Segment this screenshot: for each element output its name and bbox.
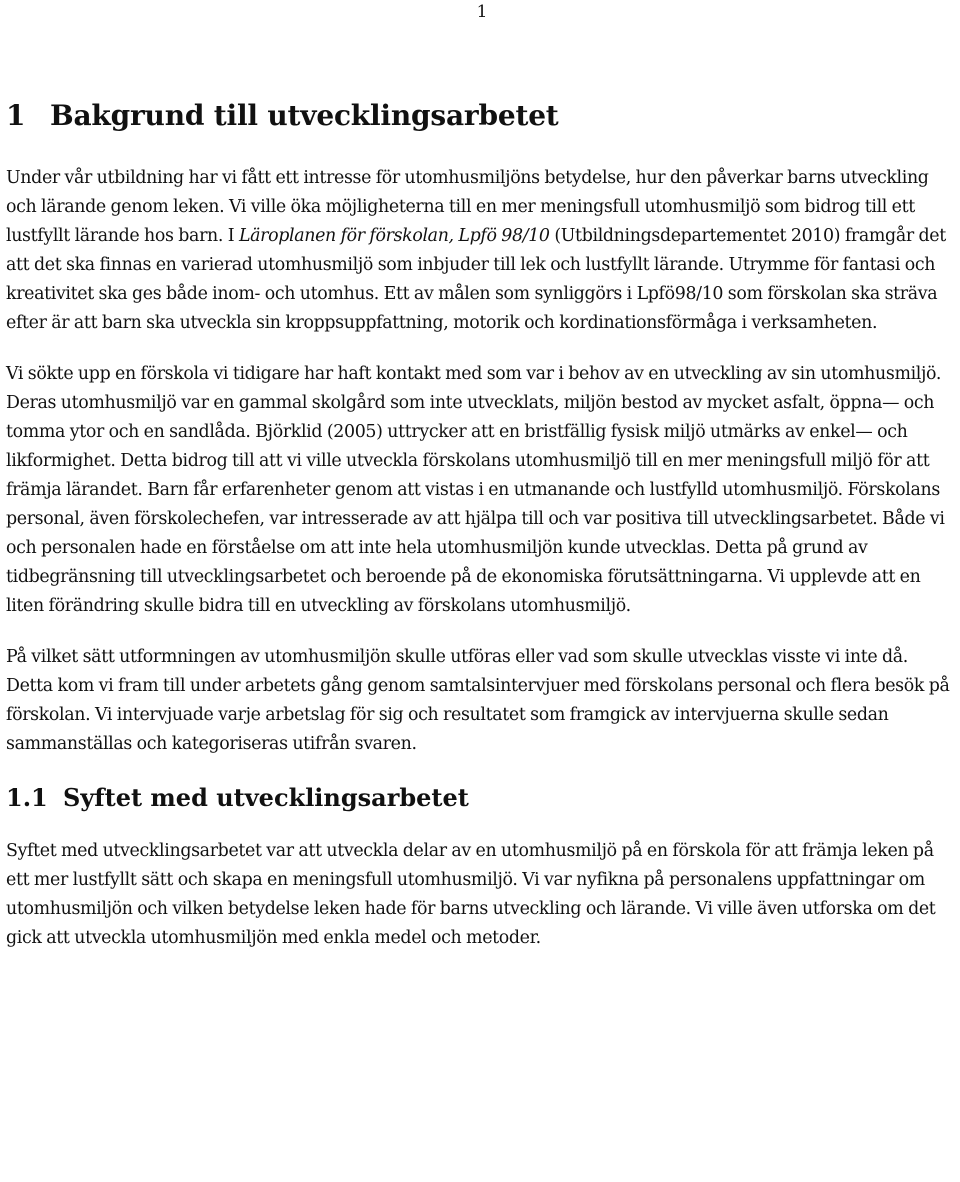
page-number: 1 — [476, 2, 488, 22]
subsection-number: 1.1 — [6, 783, 48, 812]
document-body — [6, 96, 956, 975]
paragraph-background-2: Vi sökte upp en förskola vi tidigare har haft kontakt med som var i behov av en utveckling av sin utomhusmiljö. Deras utomhusmiljö var en gammal skolgård som inte utvecklats, miljön bestod av mycket asfalt, öppna— och tomma ytor och en sandlåda. Björklid (2005) uttrycker att en bristfällig fysisk miljö utmärks av enkel— och likformighet. Detta bidrog till att vi ville utveckla förskolans utomhusmiljö till en mer meningsfull miljö för att främja lärandet. Barn får erfarenheter genom att vistas i en utmanande och lustfylld utomhusmiljö. Förskolans personal, även förskolechefen, var intresserade av att hjälpa till och var positiva till utvecklingsarbetet. Både vi och personalen hade en förståelse om att inte hela utomhusmiljön kunde utvecklas. Detta på grund av tidbegränsning till utvecklingsarbetet och beroende på de ekonomiska förutsättningarna. Vi upplevde att en liten förändring skulle bidra till en utveckling av förskolans utomhusmiljö. — [6, 364, 945, 616]
paragraph-background-3: På vilket sätt utformningen av utomhusmiljön skulle utföras eller vad som skulle utvecklas visste vi inte då. Detta kom vi fram till under arbetets gång genom samtalsintervjuer med förskolans personal och flera besök på förskolan. Vi intervjuade varje arbetslag för sig och resultatet som framgick av intervjuerna skulle sedan sammanställas och kategoriseras utifrån svaren. — [6, 647, 950, 754]
paragraph-text: (Utbildningsdepartementet 2010) framgår det att det ska finnas en varierad utomhusmiljö som inbjuder till lek och lustfyllt lärande. Utrymme för fantasi och kreativitet ska ges både inom- och utomhus. Ett av målen som synliggörs i Lpfö98/10 som förskolan ska sträva efter är att barn ska utveckla sin kroppsuppfattning, motorik och kordinationsförmåga i verksamheten. — [6, 226, 946, 333]
subsection-title: Syftet med utvecklingsarbetet — [63, 783, 469, 812]
section-heading-1-1 — [6, 781, 956, 815]
paragraph-background-1 — [6, 164, 956, 338]
curriculum-title-italic: Läroplanen för förskolan, Lpfö 98/10 — [238, 226, 550, 246]
paragraph-text: Under vår utbildning har vi fått ett intresse för utomhusmiljöns betydelse, hur den påverkar barns utveckling och lärande genom leken. Vi ville öka möjligheterna till en mer meningsfull utomhusmiljö som bidrog till ett lustfyllt lärande hos barn. I — [6, 168, 929, 246]
section-heading-1 — [6, 96, 956, 136]
section-number: 1 — [6, 99, 26, 132]
paragraph-purpose-1: Syftet med utvecklingsarbetet var att utveckla delar av en utomhusmiljö på en förskola för att främja leken på ett mer lustfyllt sätt och skapa en meningsfull utomhusmiljö. Vi var nyfikna på personalens uppfattningar om utomhusmiljön och vilken betydelse leken hade för barns utveckling och lärande. Vi ville även utforska om det gick att utveckla utomhusmiljön med enkla medel och metoder. — [6, 841, 936, 948]
section-title: Bakgrund till utvecklingsarbetet — [50, 99, 559, 132]
